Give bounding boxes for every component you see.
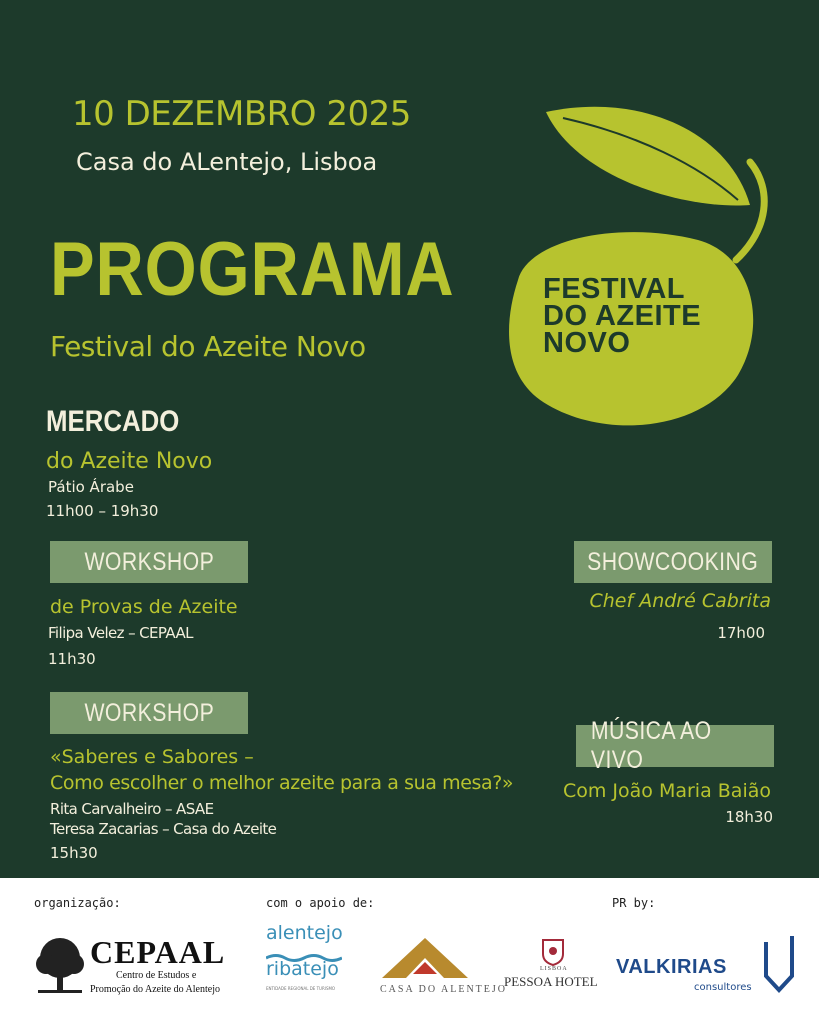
wave-icon [266,948,342,958]
olive-logo-icon [488,100,788,440]
valkirias-logo [616,930,796,1000]
pessoa-lisboa: LISBOA [540,966,568,972]
casa-text: CASA DO ALENTEJO [380,984,508,995]
workshop-2-time: 15h30 [50,844,98,862]
festival-line-3: NOVO [543,327,631,359]
cepaal-desc-1: Centro de Estudos e [116,970,197,981]
mercado-subtitle: do Azeite Novo [46,449,213,474]
workshop-1-speaker: Filipa Velez – CEPAAL [48,624,193,642]
organization-label: organização: [34,896,121,910]
showcooking-chef: Chef André Cabrita [589,590,771,612]
workshop-2-title-2: Como escolher o melhor azeite para a sua mesa?» [50,772,514,794]
mercado-time: 11h00 – 19h30 [46,502,159,520]
event-venue: Casa do ALentejo, Lisboa [76,148,378,176]
pessoa-hotel-logo [504,938,604,1002]
showcooking-time: 17h00 [717,624,765,642]
sponsors-footer [0,878,819,1024]
showcooking-tag: SHOWCOOKING [574,541,772,583]
musica-tag: MÚSICA AO VIVO [576,725,774,767]
festival-logo-text [543,273,702,359]
olive-tree-icon [34,936,86,998]
workshop-1-tag: WORKSHOP [50,541,248,583]
festival-line-1: FESTIVAL [543,273,686,305]
workshop-2-tag: WORKSHOP [50,692,248,734]
pr-label: PR by: [612,896,656,910]
alentejo-text: alentejo [266,922,343,944]
workshop-2-speaker-2: Teresa Zacarias – Casa do Azeite [50,820,277,838]
musica-artist: Com João Maria Baião [562,780,771,802]
valkirias-sub: consultores [694,982,752,993]
mercado-place: Pátio Árabe [48,478,134,496]
cepaal-logo [34,934,234,1000]
ribatejo-text: ribatejo [266,958,339,980]
mercado-title: MERCADO [46,405,180,438]
valkirias-name: VALKIRIAS [616,956,727,978]
program-title: PROGRAMA [50,227,455,312]
alentejo-ribatejo-logo [266,922,352,1002]
workshop-1-title: de Provas de Azeite [50,596,238,618]
cepaal-name: CEPAAL [90,934,226,970]
crest-icon [540,938,566,966]
event-date: 10 DEZEMBRO 2025 [72,94,411,134]
alentejo-tagline: ENTIDADE REGIONAL DE TURISMO [266,986,336,991]
valkirias-v-icon [762,932,796,994]
support-label: com o apoio de: [266,896,375,910]
cepaal-desc-2: Promoção do Azeite do Alentejo [90,984,220,995]
musica-time: 18h30 [725,808,773,826]
casa-alentejo-logo [380,938,508,1000]
workshop-2-speaker-1: Rita Carvalheiro – ASAE [50,800,214,818]
workshop-2-title-1: «Saberes e Sabores – [50,746,254,768]
festival-line-2: DO AZEITE [543,300,702,332]
program-subtitle: Festival do Azeite Novo [50,330,366,363]
pessoa-name: PESSOA HOTEL [504,974,598,989]
workshop-1-time: 11h30 [48,650,96,668]
casa-roof-icon [382,938,468,978]
